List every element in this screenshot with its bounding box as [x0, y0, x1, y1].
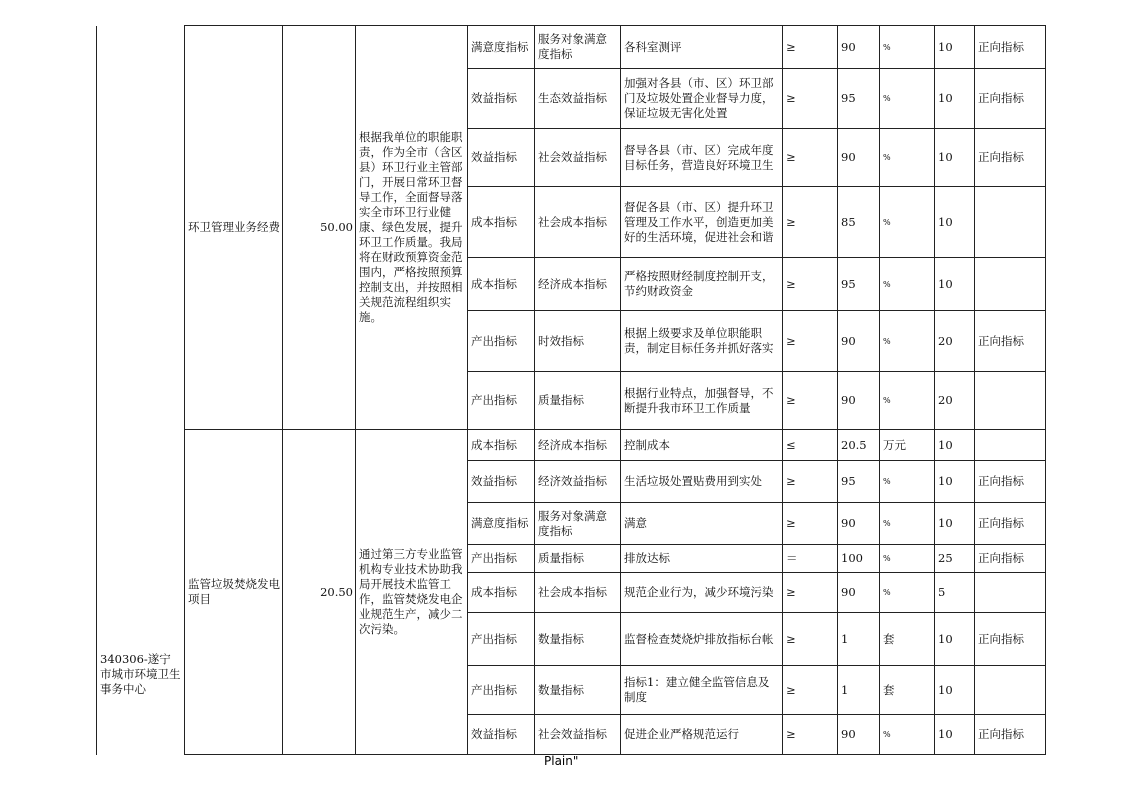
indicator-level1: 成本指标 [468, 573, 535, 613]
indicator-operator: ≥ [783, 129, 838, 187]
indicator-value: 20.5 [838, 430, 880, 461]
indicator-weight: 10 [935, 69, 975, 129]
indicator-unit: % [880, 69, 935, 129]
indicator-direction [975, 573, 1046, 613]
indicator-unit: % [880, 573, 935, 613]
indicator-level1: 产出指标 [468, 613, 535, 666]
indicator-unit: % [880, 187, 935, 258]
indicator-content: 督促各县（市、区）提升环卫管理及工作水平，创造更加美好的生活环境，促进社会和谐 [621, 187, 783, 258]
indicator-level2: 时效指标 [535, 311, 621, 372]
indicator-weight: 20 [935, 372, 975, 430]
indicator-unit: % [880, 129, 935, 187]
indicator-level1: 效益指标 [468, 461, 535, 503]
project-amount: 50.00 [283, 26, 356, 430]
indicator-direction: 正向指标 [975, 129, 1046, 187]
indicator-direction: 正向指标 [975, 503, 1046, 545]
project-amount: 20.50 [283, 430, 356, 755]
project-description: 通过第三方专业监管机构专业技术协助我局开展技术监管工作，监管焚烧发电企业规范生产，减少二次污染。 [356, 430, 468, 755]
indicator-weight: 10 [935, 613, 975, 666]
indicator-content: 促进企业严格规范运行 [621, 715, 783, 755]
table-row [97, 26, 1046, 69]
indicator-direction: 正向指标 [975, 715, 1046, 755]
indicator-content: 控制成本 [621, 430, 783, 461]
indicator-operator: ≥ [783, 503, 838, 545]
indicator-content: 加强对各县（市、区）环卫部门及垃圾处置企业督导力度，保证垃圾无害化处置 [621, 69, 783, 129]
indicator-value: 85 [838, 187, 880, 258]
indicator-direction [975, 372, 1046, 430]
indicator-direction: 正向指标 [975, 69, 1046, 129]
indicator-unit: % [880, 372, 935, 430]
indicator-value: 90 [838, 503, 880, 545]
indicator-level1: 成本指标 [468, 258, 535, 311]
indicator-level1: 产出指标 [468, 666, 535, 715]
indicator-content: 生活垃圾处置贴费用到实处 [621, 461, 783, 503]
indicator-level2: 经济成本指标 [535, 258, 621, 311]
indicator-unit: % [880, 545, 935, 573]
indicator-content: 监督检查焚烧炉排放指标台帐 [621, 613, 783, 666]
indicator-direction: 正向指标 [975, 311, 1046, 372]
indicator-value: 90 [838, 573, 880, 613]
indicator-weight: 20 [935, 311, 975, 372]
indicator-unit: % [880, 461, 935, 503]
indicator-level1: 效益指标 [468, 715, 535, 755]
indicator-direction [975, 430, 1046, 461]
indicator-level2: 生态效益指标 [535, 69, 621, 129]
indicator-content: 规范企业行为，减少环境污染 [621, 573, 783, 613]
indicator-weight: 10 [935, 666, 975, 715]
indicator-weight: 10 [935, 430, 975, 461]
indicator-direction: 正向指标 [975, 26, 1046, 69]
indicator-level2: 社会效益指标 [535, 715, 621, 755]
indicator-value: 1 [838, 666, 880, 715]
indicator-content: 排放达标 [621, 545, 783, 573]
indicator-content: 根据行业特点，加强督导，不断提升我市环卫工作质量 [621, 372, 783, 430]
indicator-level1: 效益指标 [468, 129, 535, 187]
indicator-operator: ≥ [783, 258, 838, 311]
indicator-weight: 10 [935, 129, 975, 187]
indicator-direction [975, 258, 1046, 311]
indicator-value: 90 [838, 372, 880, 430]
indicator-level1: 成本指标 [468, 430, 535, 461]
indicator-weight: 5 [935, 573, 975, 613]
indicator-level1: 产出指标 [468, 311, 535, 372]
indicator-operator: ≥ [783, 187, 838, 258]
indicator-value: 90 [838, 715, 880, 755]
indicator-operator: ≥ [783, 461, 838, 503]
performance-target-table [96, 25, 1046, 755]
indicator-direction [975, 666, 1046, 715]
indicator-level2: 社会成本指标 [535, 187, 621, 258]
indicator-level2: 服务对象满意度指标 [535, 503, 621, 545]
indicator-value: 90 [838, 26, 880, 69]
indicator-content: 指标1：建立健全监管信息及制度 [621, 666, 783, 715]
indicator-operator: ≥ [783, 372, 838, 430]
indicator-unit: % [880, 311, 935, 372]
footer-text: Plain" [544, 754, 579, 768]
indicator-value: 90 [838, 311, 880, 372]
indicator-operator: ≥ [783, 573, 838, 613]
indicator-direction [975, 187, 1046, 258]
indicator-value: 100 [838, 545, 880, 573]
indicator-value: 95 [838, 258, 880, 311]
indicator-content: 严格按照财经制度控制开支，节约财政资金 [621, 258, 783, 311]
table-row [97, 430, 1046, 461]
indicator-level2: 社会成本指标 [535, 573, 621, 613]
indicator-weight: 10 [935, 715, 975, 755]
indicator-content: 满意 [621, 503, 783, 545]
indicator-value: 90 [838, 129, 880, 187]
indicator-content: 各科室测评 [621, 26, 783, 69]
indicator-operator: ≥ [783, 311, 838, 372]
indicator-weight: 10 [935, 26, 975, 69]
indicator-operator: ≥ [783, 26, 838, 69]
indicator-unit: 万元 [880, 430, 935, 461]
indicator-weight: 10 [935, 503, 975, 545]
indicator-level1: 产出指标 [468, 545, 535, 573]
indicator-level2: 服务对象满意度指标 [535, 26, 621, 69]
indicator-unit: % [880, 503, 935, 545]
indicator-weight: 25 [935, 545, 975, 573]
indicator-weight: 10 [935, 187, 975, 258]
indicator-operator: ≥ [783, 666, 838, 715]
indicator-level2: 经济效益指标 [535, 461, 621, 503]
indicator-operator: ≥ [783, 715, 838, 755]
indicator-level2: 经济成本指标 [535, 430, 621, 461]
table-body [97, 26, 1046, 755]
indicator-level2: 质量指标 [535, 372, 621, 430]
indicator-direction: 正向指标 [975, 545, 1046, 573]
indicator-value: 95 [838, 69, 880, 129]
indicator-level1: 产出指标 [468, 372, 535, 430]
indicator-operator: ≥ [783, 69, 838, 129]
indicator-level2: 数量指标 [535, 666, 621, 715]
indicator-level1: 成本指标 [468, 187, 535, 258]
project-name: 监管垃圾焚烧发电项目 [185, 430, 283, 755]
indicator-unit: 套 [880, 613, 935, 666]
indicator-level1: 满意度指标 [468, 26, 535, 69]
project-name: 环卫管理业务经费 [185, 26, 283, 430]
indicator-content: 督导各县（市、区）完成年度目标任务，营造良好环境卫生 [621, 129, 783, 187]
indicator-direction: 正向指标 [975, 613, 1046, 666]
indicator-level2: 质量指标 [535, 545, 621, 573]
indicator-value: 1 [838, 613, 880, 666]
indicator-weight: 10 [935, 258, 975, 311]
indicator-operator: ≤ [783, 430, 838, 461]
indicator-level1: 满意度指标 [468, 503, 535, 545]
indicator-unit: % [880, 715, 935, 755]
indicator-level2: 数量指标 [535, 613, 621, 666]
indicator-unit: % [880, 258, 935, 311]
indicator-direction: 正向指标 [975, 461, 1046, 503]
indicator-operator: ＝ [783, 545, 838, 573]
indicator-operator: ≥ [783, 613, 838, 666]
indicator-level1: 效益指标 [468, 69, 535, 129]
unit-name: 340306-遂宁市城市环境卫生事务中心 [97, 26, 185, 755]
indicator-value: 95 [838, 461, 880, 503]
project-description: 根据我单位的职能职责，作为全市（含区县）环卫行业主管部门，开展日常环卫督导工作，全面督导落实全市环卫行业健康、绿色发展，提升环卫工作质量。我局将在财政预算资金范围内，严格按照预算控制支出，并按照相关规范流程组织实施。 [356, 26, 468, 430]
indicator-level2: 社会效益指标 [535, 129, 621, 187]
indicator-unit: % [880, 26, 935, 69]
indicator-weight: 10 [935, 461, 975, 503]
indicator-unit: 套 [880, 666, 935, 715]
indicator-content: 根据上级要求及单位职能职责，制定目标任务并抓好落实 [621, 311, 783, 372]
